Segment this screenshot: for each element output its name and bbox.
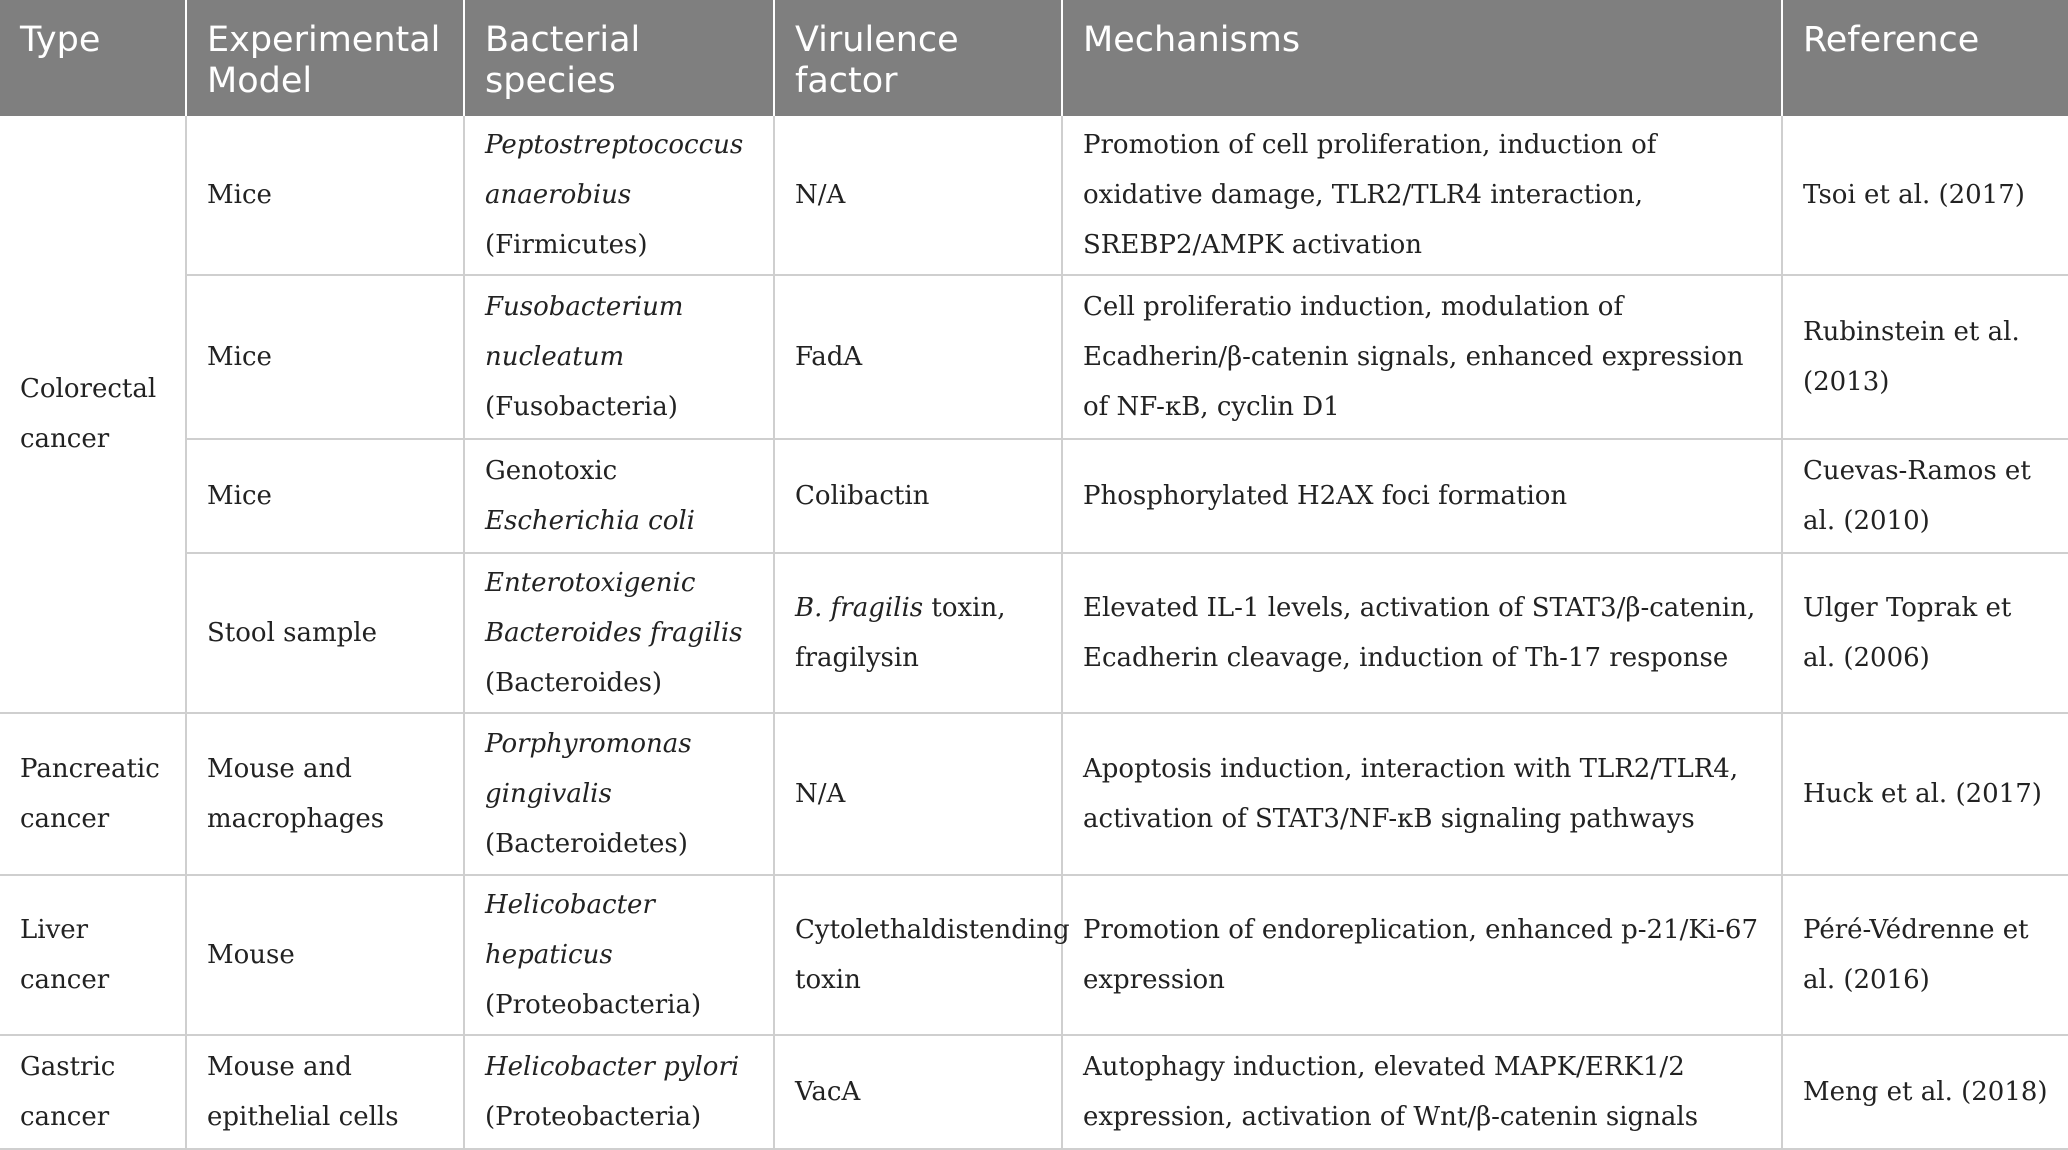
header-mechanisms: Mechanisms xyxy=(1062,0,1782,116)
virulence-italic: B. fragilis xyxy=(795,593,924,623)
model-cell: Mice xyxy=(186,439,464,553)
header-experimental-model: Experimental Model xyxy=(186,0,464,116)
type-cell-colorectal: Colorectal cancer xyxy=(0,116,186,713)
reference-link[interactable]: Péré-Védrenne et al. (2016) xyxy=(1782,875,2068,1035)
reference-link[interactable]: Rubinstein et al. (2013) xyxy=(1782,275,2068,439)
table-row xyxy=(0,116,2068,275)
reference-link[interactable]: Meng et al. (2018) xyxy=(1782,1035,2068,1149)
mechanisms-cell: Apoptosis induction, interaction with TLR2/TLR4, activation of STAT3/NF-κB signaling pathways xyxy=(1062,713,1782,875)
species-cell xyxy=(464,713,774,875)
reference-link[interactable]: Cuevas-Ramos et al. (2010) xyxy=(1782,439,2068,553)
table-row xyxy=(0,1035,2068,1149)
header-type: Type xyxy=(0,0,186,116)
type-cell-pancreatic: Pancreatic cancer xyxy=(0,713,186,875)
header-virulence-factor: Virulence factor xyxy=(774,0,1062,116)
virulence-cell: Colibactin xyxy=(774,439,1062,553)
species-name: Fusobacterium nucleatum xyxy=(485,292,684,372)
species-cell xyxy=(464,553,774,713)
mechanisms-cell: Elevated IL-1 levels, activation of STAT3/β-catenin, Ecadherin cleavage, induction of Th-17 response xyxy=(1062,553,1782,713)
model-cell: Mouse and macrophages xyxy=(186,713,464,875)
model-cell: Mouse xyxy=(186,875,464,1035)
virulence-text: toxin, fragilysin xyxy=(795,593,1006,673)
table-header-row xyxy=(0,0,2068,116)
species-phylum: (Bacteroides) xyxy=(485,668,663,698)
virulence-cell: FadA xyxy=(774,275,1062,439)
model-cell: Mice xyxy=(186,275,464,439)
virulence-cell: VacA xyxy=(774,1035,1062,1149)
virulence-cell: Cytolethaldistending toxin xyxy=(774,875,1062,1035)
species-name: Enterotoxigenic Bacteroides fragilis xyxy=(485,568,743,648)
species-prefix: Genotoxic xyxy=(485,456,618,486)
species-name: Peptostreptococcus anaerobius xyxy=(485,130,744,210)
mechanisms-cell: Phosphorylated H2AX foci formation xyxy=(1062,439,1782,553)
reference-link[interactable]: Huck et al. (2017) xyxy=(1782,713,2068,875)
mechanisms-cell: Promotion of endoreplication, enhanced p-21/Ki-67 expression xyxy=(1062,875,1782,1035)
virulence-cell xyxy=(774,553,1062,713)
mechanisms-cell: Cell proliferatio induction, modulation of Ecadherin/β-catenin signals, enhanced expression of NF-κB, cyclin D1 xyxy=(1062,275,1782,439)
species-cell xyxy=(464,1035,774,1149)
mechanisms-cell: Autophagy induction, elevated MAPK/ERK1/2 expression, activation of Wnt/β-catenin signals xyxy=(1062,1035,1782,1149)
species-name: Helicobacter hepaticus xyxy=(485,890,655,970)
species-phylum: (Firmicutes) xyxy=(485,230,648,260)
model-cell: Stool sample xyxy=(186,553,464,713)
type-cell-gastric: Gastric cancer xyxy=(0,1035,186,1149)
virulence-cell: N/A xyxy=(774,713,1062,875)
model-cell: Mouse and epithelial cells xyxy=(186,1035,464,1149)
mechanisms-cell: Promotion of cell proliferation, induction of oxidative damage, TLR2/TLR4 interaction, SREBP2/AMPK activation xyxy=(1062,116,1782,275)
table-row xyxy=(0,713,2068,875)
reference-link[interactable]: Ulger Toprak et al. (2006) xyxy=(1782,553,2068,713)
header-bacterial-species: Bacterial species xyxy=(464,0,774,116)
table-row xyxy=(0,875,2068,1035)
species-phylum: (Bacteroidetes) xyxy=(485,829,688,859)
reference-link[interactable]: Tsoi et al. (2017) xyxy=(1782,116,2068,275)
species-phylum: (Proteobacteria) xyxy=(485,990,702,1020)
species-cell xyxy=(464,116,774,275)
table-row xyxy=(0,553,2068,713)
species-phylum: (Proteobacteria) xyxy=(485,1102,702,1132)
model-cell: Mice xyxy=(186,116,464,275)
virulence-cell: N/A xyxy=(774,116,1062,275)
table-row xyxy=(0,439,2068,553)
species-cell xyxy=(464,875,774,1035)
species-name: Porphyromonas gingivalis xyxy=(485,729,692,809)
species-name: Helicobacter pylori xyxy=(485,1052,740,1082)
species-phylum: (Fusobacteria) xyxy=(485,392,678,422)
species-cell xyxy=(464,275,774,439)
species-name: Escherichia coli xyxy=(485,506,695,536)
species-cell xyxy=(464,439,774,553)
table-row xyxy=(0,275,2068,439)
type-cell-liver: Liver cancer xyxy=(0,875,186,1035)
header-reference: Reference xyxy=(1782,0,2068,116)
